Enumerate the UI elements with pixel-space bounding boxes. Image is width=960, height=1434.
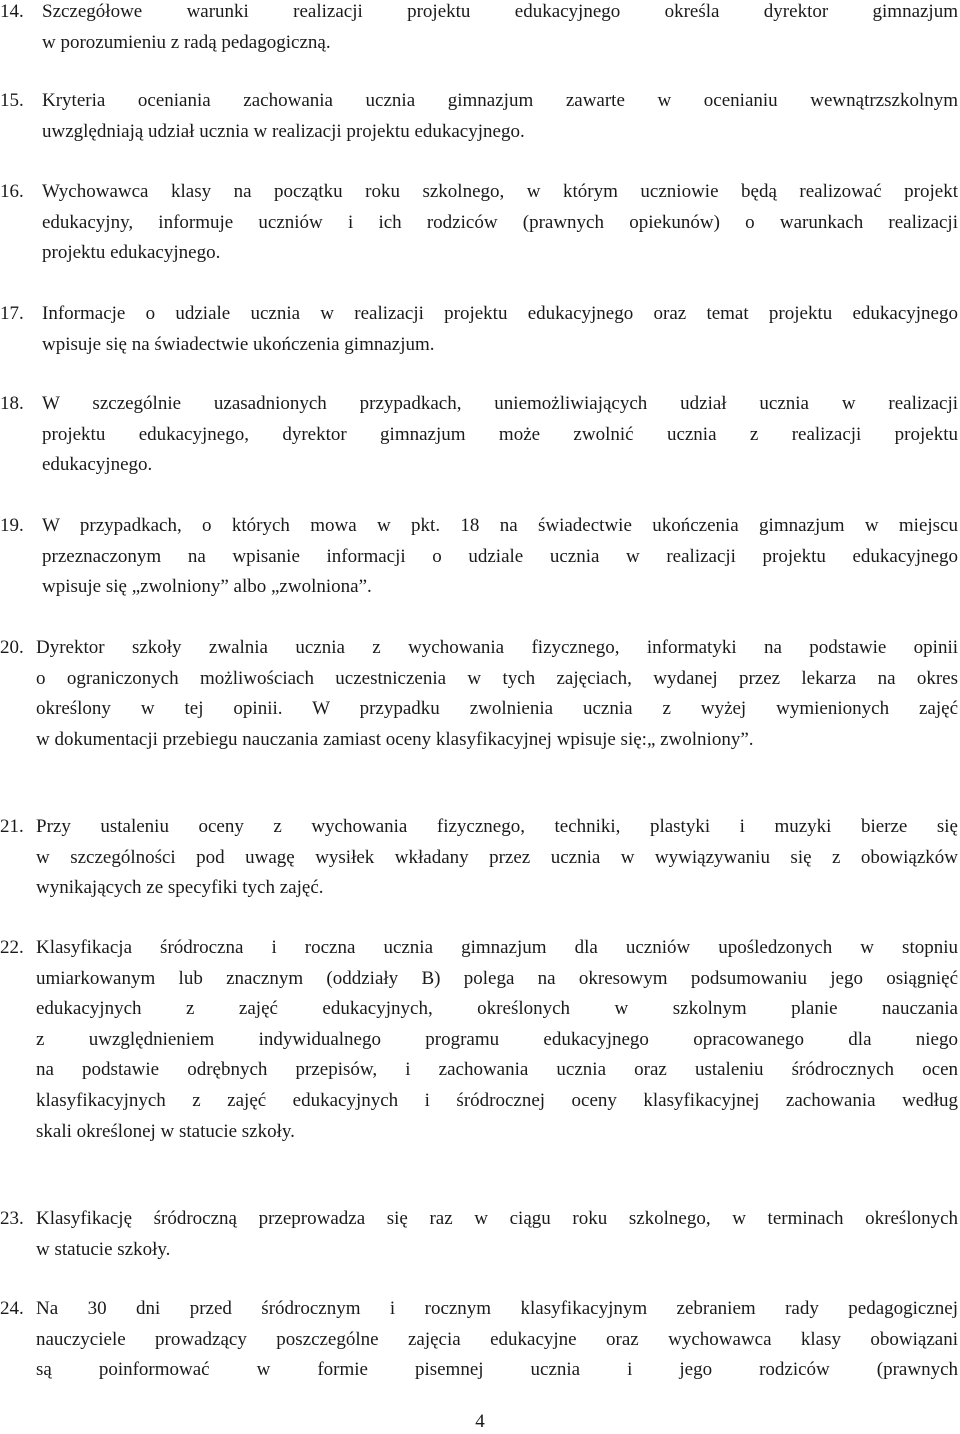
item-line: w porozumieniu z radą pedagogiczną. xyxy=(42,31,331,53)
item-line: w dokumentacji przebiegu nauczania zamiast oceny klasyfikacyjnej wpisuje się:„ zwolniony”. xyxy=(36,728,754,750)
item-number: 21. xyxy=(0,816,24,837)
list-item-17 xyxy=(0,299,958,360)
item-line: wpisuje się na świadectwie ukończenia gimnazjum. xyxy=(42,333,435,355)
item-line: Klasyfikacja śródroczna i roczna ucznia gimnazjum dla uczniów upośledzonych w stopniu xyxy=(36,937,958,958)
item-line: są poinformować w formie pisemnej ucznia i jego rodziców (prawnych xyxy=(36,1359,958,1381)
list-item-23 xyxy=(0,1204,958,1265)
item-line: skali określonej w statucie szkoły. xyxy=(36,1120,295,1142)
item-line: wpisuje się „zwolniony” albo „zwolniona”. xyxy=(42,576,372,598)
list-item-19 xyxy=(0,511,958,603)
list-item-14 xyxy=(0,0,958,58)
page-number: 4 xyxy=(475,1411,485,1432)
item-line: projektu edukacyjnego, dyrektor gimnazjum może zwolnić ucznia z realizacji projektu xyxy=(42,423,958,445)
item-line: na podstawie odrębnych przepisów, i zachowania ucznia oraz ustaleniu śródrocznych ocen xyxy=(36,1059,958,1081)
item-number: 22. xyxy=(0,937,24,958)
item-line: nauczyciele prowadzący poszczególne zajęcia edukacyjne oraz wychowawca klasy obowiązani xyxy=(36,1328,958,1350)
item-line: Dyrektor szkoły zwalnia ucznia z wychowania fizycznego, informatyki na podstawie opinii xyxy=(36,637,958,658)
item-number: 19. xyxy=(0,515,24,536)
item-number: 18. xyxy=(0,393,24,414)
item-line: Przy ustaleniu oceny z wychowania fizycznego, techniki, plastyki i muzyki bierze się xyxy=(36,816,958,837)
item-line: edukacyjnych z zajęć edukacyjnych, określonych w szkolnym planie nauczania xyxy=(36,998,958,1020)
item-line: Klasyfikację śródroczną przeprowadza się raz w ciągu roku szkolnego, w terminach określonych xyxy=(36,1208,958,1229)
item-number: 23. xyxy=(0,1208,24,1229)
list-item-16 xyxy=(0,177,958,269)
item-line: projektu edukacyjnego. xyxy=(42,242,221,264)
item-line: W szczególnie uzasadnionych przypadkach, uniemożliwiających udział ucznia w realizacji xyxy=(42,393,958,414)
item-line: umiarkowanym lub znacznym (oddziały B) polega na okresowym podsumowaniu jego osiągnięć xyxy=(36,967,958,989)
item-line: przeznaczonym na wpisanie informacji o udziale ucznia w realizacji projektu edukacyjnego xyxy=(42,545,958,567)
item-line: Na 30 dni przed śródrocznym i rocznym klasyfikacyjnym zebraniem rady pedagogicznej xyxy=(36,1298,958,1319)
item-line: określony w tej opinii. W przypadku zwolnienia ucznia z wyżej wymienionych zajęć xyxy=(36,698,958,720)
item-line: wynikających ze specyfiki tych zajęć. xyxy=(36,877,324,899)
list-item-18 xyxy=(0,389,958,481)
item-line: w statucie szkoły. xyxy=(36,1238,171,1260)
list-item-21 xyxy=(0,812,958,904)
item-line: w szczególności pod uwagę wysiłek wkładany przez ucznia w wywiązywaniu się z obowiązków xyxy=(36,846,958,868)
item-number: 20. xyxy=(0,637,24,658)
item-line: Kryteria oceniania zachowania ucznia gimnazjum zawarte w ocenianiu wewnątrzszkolnym xyxy=(42,90,958,111)
item-line: Wychowawca klasy na początku roku szkolnego, w którym uczniowie będą realizować projekt xyxy=(42,181,958,202)
item-line: edukacyjny, informuje uczniów i ich rodziców (prawnych opiekunów) o warunkach realizacji xyxy=(42,211,958,233)
item-line: edukacyjnego. xyxy=(42,454,153,476)
item-number: 14. xyxy=(0,1,24,22)
item-number: 16. xyxy=(0,181,24,202)
item-line: z uwzględnieniem indywidualnego programu edukacyjnego opracowanego dla niego xyxy=(36,1028,958,1050)
item-line: Informacje o udziale ucznia w realizacji projektu edukacyjnego oraz temat projektu edukacyjnego xyxy=(42,303,958,324)
item-line: klasyfikacyjnych z zajęć edukacyjnych i śródrocznej oceny klasyfikacyjnej zachowania według xyxy=(36,1089,958,1111)
item-line: Szczegółowe warunki realizacji projektu edukacyjnego określa dyrektor gimnazjum xyxy=(42,1,958,22)
list-item-24 xyxy=(0,1294,958,1386)
list-item-20 xyxy=(0,633,958,755)
item-line: W przypadkach, o których mowa w pkt. 18 na świadectwie ukończenia gimnazjum w miejscu xyxy=(42,515,958,536)
item-number: 24. xyxy=(0,1298,24,1319)
item-number: 17. xyxy=(0,303,24,324)
list-item-15 xyxy=(0,86,958,147)
item-line: o ograniczonych możliwościach uczestniczenia w tych zajęciach, wydanej przez lekarza na okres xyxy=(36,667,958,689)
item-line: uwzględniają udział ucznia w realizacji projektu edukacyjnego. xyxy=(42,120,525,142)
item-number: 15. xyxy=(0,90,24,111)
list-item-22 xyxy=(0,933,958,1147)
